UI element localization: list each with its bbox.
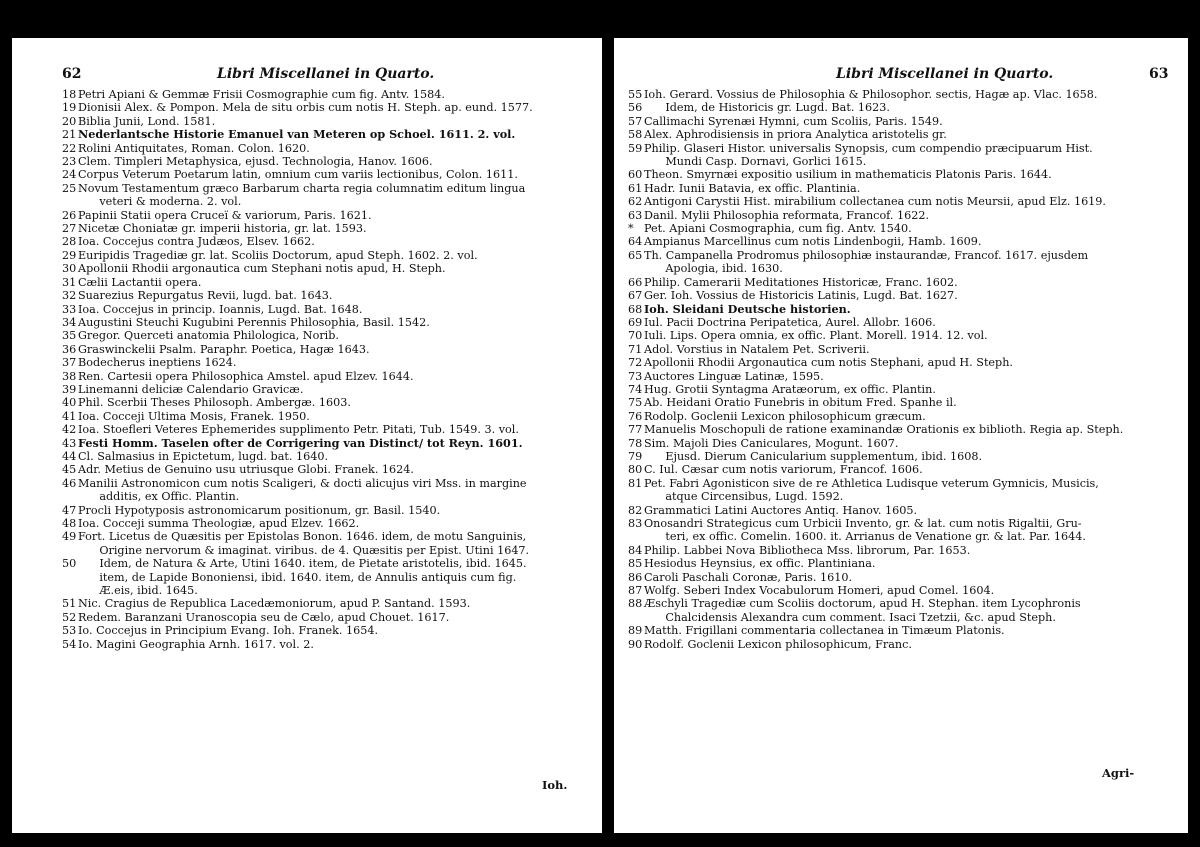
entry-text: Hadr. Iunii Batavia, ex offic. Plantinia. xyxy=(644,181,861,195)
catalog-entry xyxy=(62,128,598,141)
catalog-entry xyxy=(628,303,1182,316)
entry-text: Euripidis Tragediæ gr. lat. Scoliis Doctorum, apud Steph. 1602. 2. vol. xyxy=(78,248,478,262)
entry-number: 46 xyxy=(62,476,77,490)
catalog-entry xyxy=(62,530,598,543)
entry-text: Ioa. Cocceji summa Theologiæ, apud Elzev. 1662. xyxy=(78,517,360,530)
entry-text: Philip. Camerarii Meditationes Historicæ, Franc. 1602. xyxy=(644,275,958,289)
page-number: 62 xyxy=(62,66,82,82)
entry-number: 74 xyxy=(628,382,643,396)
catalog-entry xyxy=(628,329,1182,342)
entry-number: 52 xyxy=(62,610,77,624)
entry-number: 58 xyxy=(628,128,643,142)
entry-text: Linemanni deliciæ Calendario Gravicæ. xyxy=(78,382,304,396)
catalog-entry xyxy=(628,195,1182,208)
entry-text: Manilii Astronomicon cum notis Scaligeri, & docti alicujus viri Mss. in margine xyxy=(78,476,527,490)
page-header: Libri Miscellanei in Quarto. xyxy=(836,66,1054,82)
catalog-entry xyxy=(62,571,598,584)
entry-text: Ioa. Coccejus contra Judæos, Elsev. 1662. xyxy=(78,235,315,249)
entry-text: teri, ex offic. Comelin. 1600. it. Arrianus de Venatione gr. & lat. Par. 1644. xyxy=(644,530,1086,544)
entry-number: 89 xyxy=(628,624,643,638)
catalog-entry xyxy=(62,262,598,275)
catalog-entry xyxy=(62,597,598,610)
catalog-entry xyxy=(62,423,598,436)
catalog-entry xyxy=(628,383,1182,396)
entry-text: Fort. Licetus de Quæsitis per Epistolas Bonon. 1646. idem, de motu Sanguinis, xyxy=(78,530,527,544)
catalog-entry xyxy=(62,611,598,624)
catalog-entry xyxy=(62,182,598,195)
entry-text: Matth. Frigillani commentaria collectanea in Timæum Platonis. xyxy=(644,624,1005,638)
catalog-entry xyxy=(628,209,1182,222)
entry-number: 36 xyxy=(62,342,77,356)
entry-text: Ioh. Gerard. Vossius de Philosophia & Philosophor. sectis, Hagæ ap. Vlac. 1658. xyxy=(644,88,1098,101)
entry-text: Æschyli Tragediæ cum Scoliis doctorum, apud H. Stephan. item Lycophronis xyxy=(644,597,1081,611)
catalog-entry xyxy=(62,235,598,248)
entry-number: 29 xyxy=(62,248,77,262)
catalog-entry xyxy=(628,450,1182,463)
entry-text: Papinii Statii opera Cruceï & variorum, Paris. 1621. xyxy=(78,208,372,222)
left-page xyxy=(12,38,602,833)
entry-text: Petri Apiani & Gemmæ Frisii Cosmographie cum fig. Antv. 1584. xyxy=(78,88,445,101)
entry-number: 53 xyxy=(62,624,77,638)
entry-number: 78 xyxy=(628,436,643,450)
entry-number: 26 xyxy=(62,208,77,222)
entry-number: 49 xyxy=(62,530,77,544)
entry-text: Chalcidensis Alexandra cum comment. Isaci Tzetzii, &c. apud Steph. xyxy=(644,610,1056,624)
entry-number xyxy=(62,490,78,503)
entry-text: additis, ex Offic. Plantin. xyxy=(78,490,240,504)
catalog-entry xyxy=(628,168,1182,181)
catalog-entry xyxy=(62,209,598,222)
entry-text: Philip. Labbei Nova Bibliotheca Mss. librorum, Par. 1653. xyxy=(644,543,971,557)
entry-number: 85 xyxy=(628,557,643,571)
catalog-entry xyxy=(628,289,1182,302)
entry-number: 83 xyxy=(628,517,643,530)
entry-number xyxy=(628,262,644,275)
catalog-entry xyxy=(62,142,598,155)
catalog-entry xyxy=(628,356,1182,369)
catalog-entry xyxy=(628,611,1182,624)
entry-text: Danil. Mylii Philosophia reformata, Francof. 1622. xyxy=(644,208,930,222)
entry-text: Ab. Heidani Oratio Funebris in obitum Fred. Spanhe il. xyxy=(644,396,957,410)
entry-text: Adr. Metius de Genuino usu utriusque Globi. Franek. 1624. xyxy=(78,463,414,477)
entry-number: 45 xyxy=(62,463,77,477)
entry-text: Manuelis Moschopuli de ratione examinandæ Orationis ex biblioth. Regia ap. Steph. xyxy=(644,423,1124,437)
catalog-entry xyxy=(62,383,598,396)
entry-number xyxy=(62,571,78,584)
catalog-entry xyxy=(628,128,1182,141)
page-number: 63 xyxy=(1149,66,1169,82)
entry-text: item, de Lapide Bononiensi, ibid. 1640. item, de Annulis antiquis cum fig. xyxy=(78,570,517,584)
entry-number: 75 xyxy=(628,396,643,410)
catalog-entry xyxy=(628,557,1182,570)
entry-number: 18 xyxy=(62,88,77,101)
entry-number: 77 xyxy=(628,423,643,437)
entry-number: 76 xyxy=(628,409,643,423)
entry-text: Dionisii Alex. & Pompon. Mela de situ orbis cum notis H. Steph. ap. eund. 1577. xyxy=(78,101,533,115)
entry-text: Apologia, ibid. 1630. xyxy=(644,262,783,276)
entry-number: 21 xyxy=(62,128,77,142)
entry-number: 54 xyxy=(62,637,77,651)
entry-number: 32 xyxy=(62,289,77,303)
catalog-entry xyxy=(628,115,1182,128)
catalog-entry xyxy=(628,423,1182,436)
entry-text: Biblia Junii, Lond. 1581. xyxy=(78,114,216,128)
catchword: Ioh. xyxy=(542,778,568,792)
entry-number: 87 xyxy=(628,584,643,598)
catalog-entry xyxy=(628,477,1182,490)
entry-number: 80 xyxy=(628,463,643,477)
catalog-entry xyxy=(628,316,1182,329)
entry-number: 59 xyxy=(628,141,643,155)
catalog-entry xyxy=(62,557,598,570)
entry-number: 27 xyxy=(62,222,77,236)
catalog-entry xyxy=(628,584,1182,597)
entry-text: Graswinckelii Psalm. Paraphr. Poetica, Hagæ 1643. xyxy=(78,342,370,356)
entry-text: Nederlantsche Historie Emanuel van Meteren op Schoel. 1611. 2. vol. xyxy=(78,127,516,142)
entry-number: 63 xyxy=(628,208,643,222)
entry-number: 62 xyxy=(628,195,643,209)
catalog-entry xyxy=(62,289,598,302)
catalog-entry xyxy=(628,235,1182,248)
catalog-entry xyxy=(62,316,598,329)
catalog-entry xyxy=(628,490,1182,503)
entry-number xyxy=(62,584,78,597)
entry-number: 82 xyxy=(628,503,643,517)
catalog-entry xyxy=(62,115,598,128)
catalog-entry xyxy=(628,88,1182,101)
entry-text: Adol. Vorstius in Natalem Pet. Scriverii. xyxy=(644,342,870,356)
catalog-entry xyxy=(62,249,598,262)
entry-number: 72 xyxy=(628,356,643,370)
entry-text: Phil. Scerbii Theses Philosoph. Ambergæ. 1603. xyxy=(78,396,351,410)
entry-text: Pet. Apiani Cosmographia, cum fig. Antv. 1540. xyxy=(644,222,912,236)
entry-text: Ejusd. Dierum Canicularium supplementum, ibid. 1608. xyxy=(644,449,983,463)
entry-text: Onosandri Strategicus cum Urbicii Invento, gr. & lat. cum notis Rigaltii, Gru- xyxy=(644,517,1082,530)
entry-text: Sim. Majoli Dies Caniculares, Mogunt. 1607. xyxy=(644,436,899,450)
entry-text: Procli Hypotyposis astronomicarum positionum, gr. Basil. 1540. xyxy=(78,503,441,517)
entry-text: Corpus Veterum Poetarum latin, omnium cum variis lectionibus, Colon. 1611. xyxy=(78,168,518,182)
entry-text: Idem, de Natura & Arte, Utini 1640. item, de Pietate aristotelis, ibid. 1645. xyxy=(78,557,527,571)
entry-text: Rolini Antiquitates, Roman. Colon. 1620. xyxy=(78,141,310,155)
entry-number: 42 xyxy=(62,423,77,437)
entry-number: 68 xyxy=(628,302,643,316)
entry-number: 43 xyxy=(62,436,77,450)
entry-text: Redem. Baranzani Uranoscopia seu de Cælo, apud Chouet. 1617. xyxy=(78,610,450,624)
catalog-entry xyxy=(62,477,598,490)
entry-number: 65 xyxy=(628,248,643,262)
entry-text: Augustini Steuchi Kugubini Perennis Philosophia, Basil. 1542. xyxy=(78,315,430,329)
entry-number: 28 xyxy=(62,235,77,249)
catalog-entry xyxy=(628,343,1182,356)
entry-text: Wolfg. Seberi Index Vocabulorum Homeri, apud Comel. 1604. xyxy=(644,584,995,598)
entry-number: 57 xyxy=(628,114,643,128)
entry-text: Ampianus Marcellinus cum notis Lindenbogii, Hamb. 1609. xyxy=(644,235,982,249)
entry-number: 47 xyxy=(62,503,77,517)
entry-text: Rodolp. Goclenii Lexicon philosophicum græcum. xyxy=(644,409,926,423)
entry-number: 81 xyxy=(628,476,643,490)
entry-text: C. Iul. Cæsar cum notis variorum, Francof. 1606. xyxy=(644,463,923,477)
entry-number: 60 xyxy=(628,168,643,182)
catalog-entry xyxy=(628,262,1182,275)
catalog-entry xyxy=(628,463,1182,476)
entry-number xyxy=(628,611,644,624)
catalog-entry xyxy=(62,155,598,168)
entry-number: 86 xyxy=(628,570,643,584)
entry-number: 67 xyxy=(628,289,643,303)
catalog-entry xyxy=(628,437,1182,450)
catalog-entry xyxy=(62,517,598,530)
catchword: Agri- xyxy=(1102,766,1135,780)
entry-text: Nic. Cragius de Republica Lacedæmoniorum, apud P. Santand. 1593. xyxy=(78,597,471,611)
entry-text: Ren. Cartesii opera Philosophica Amstel. apud Elzev. 1644. xyxy=(78,369,414,383)
entry-text: Grammatici Latini Auctores Antiq. Hanov. 1605. xyxy=(644,503,918,517)
catalog-entry xyxy=(628,544,1182,557)
entry-number: 39 xyxy=(62,382,77,396)
entry-number xyxy=(62,544,78,557)
entry-number: 66 xyxy=(628,275,643,289)
catalog-entry xyxy=(62,450,598,463)
entry-text: Ioh. Sleidani Deutsche historien. xyxy=(644,301,851,316)
entry-number: 55 xyxy=(628,88,643,101)
entry-text: Io. Coccejus in Principium Evang. Ioh. Franek. 1654. xyxy=(78,624,379,638)
entry-number: 35 xyxy=(62,329,77,343)
entry-text: Cl. Salmasius in Epictetum, lugd. bat. 1640. xyxy=(78,449,328,463)
catalog-entry xyxy=(62,396,598,409)
catalog-entry xyxy=(62,463,598,476)
entry-text: Æ.eis, ibid. 1645. xyxy=(78,584,198,598)
catalog-entry xyxy=(62,584,598,597)
entry-number: 84 xyxy=(628,543,643,557)
entry-number: 69 xyxy=(628,315,643,329)
catalog-entry xyxy=(62,329,598,342)
entry-number: 38 xyxy=(62,369,77,383)
catalog-entry xyxy=(62,276,598,289)
entry-number: 33 xyxy=(62,302,77,316)
right-page xyxy=(614,38,1188,833)
catalog-entry xyxy=(62,638,598,651)
catalog-entry xyxy=(62,544,598,557)
entry-text: Gregor. Querceti anatomia Philologica, Norib. xyxy=(78,329,339,343)
entry-number: 56 xyxy=(628,101,643,115)
entry-text: Idem, de Historicis gr. Lugd. Bat. 1623. xyxy=(644,101,890,115)
catalog-entry xyxy=(62,504,598,517)
entry-number xyxy=(628,155,644,168)
entry-number: 30 xyxy=(62,262,77,276)
entry-text: veteri & moderna. 2. vol. xyxy=(78,195,242,209)
entry-text: Auctores Linguæ Latinæ, 1595. xyxy=(644,369,824,383)
entry-text: Origine nervorum & imaginat. viribus. de 4. Quæsitis per Epist. Utini 1647. xyxy=(78,543,530,557)
catalog-entry xyxy=(62,356,598,369)
catalog-entry xyxy=(628,249,1182,262)
catalog-entry xyxy=(628,504,1182,517)
entry-text: Cælii Lactantii opera. xyxy=(78,275,202,289)
entry-number: 64 xyxy=(628,235,643,249)
catalog-entry xyxy=(628,530,1182,543)
entry-text: Novum Testamentum græco Barbarum charta regia columnatim editum lingua xyxy=(78,181,526,195)
entry-number: 90 xyxy=(628,637,643,651)
entry-text: Hug. Grotii Syntagma Aratæorum, ex offic. Plantin. xyxy=(644,382,936,396)
catalog-entry xyxy=(62,101,598,114)
entry-number: 20 xyxy=(62,114,77,128)
entry-text: Bodecherus ineptiens 1624. xyxy=(78,356,237,370)
entry-text: Iul. Pacii Doctrina Peripatetica, Aurel. Allobr. 1606. xyxy=(644,315,936,329)
entry-number: 70 xyxy=(628,329,643,343)
catalog-entry xyxy=(62,410,598,423)
entry-text: Nicetæ Choniatæ gr. imperii historia, gr. lat. 1593. xyxy=(78,222,367,236)
entry-number: * xyxy=(628,222,634,236)
catalog-entry xyxy=(628,222,1182,235)
entry-text: Rodolf. Goclenii Lexicon philosophicum, Franc. xyxy=(644,637,912,651)
entry-number: 88 xyxy=(628,597,643,611)
entry-number: 37 xyxy=(62,356,77,370)
entry-text: Suarezius Repurgatus Revii, lugd. bat. 1643. xyxy=(78,289,333,303)
entry-number: 73 xyxy=(628,369,643,383)
entry-text: Theon. Smyrnæi expositio usilium in mathematicis Platonis Paris. 1644. xyxy=(644,168,1052,182)
entry-text: Apollonii Rhodii argonautica cum Stephani notis apud, H. Steph. xyxy=(78,262,446,276)
entry-text: Ger. Ioh. Vossius de Historicis Latinis, Lugd. Bat. 1627. xyxy=(644,289,958,303)
catalog-entry xyxy=(628,410,1182,423)
entry-text: Mundi Casp. Dornavi, Gorlici 1615. xyxy=(644,155,867,169)
catalog-entry xyxy=(628,638,1182,651)
entry-text: Philip. Glaseri Histor. universalis Synopsis, cum compendio præcipuarum Hist. xyxy=(644,141,1093,155)
catalog-entry xyxy=(62,343,598,356)
entry-number xyxy=(628,530,644,543)
entry-number: 41 xyxy=(62,409,77,423)
catalog-entry xyxy=(62,624,598,637)
entry-text: Ioa. Stoefleri Veteres Ephemerides supplimento Petr. Pitati, Tub. 1549. 3. vol. xyxy=(78,423,519,437)
catalog-entry xyxy=(62,222,598,235)
catalog-entry xyxy=(62,437,598,450)
catalog-entry xyxy=(628,396,1182,409)
entry-text: Clem. Timpleri Metaphysica, ejusd. Technologia, Hanov. 1606. xyxy=(78,155,433,169)
catalog-entry xyxy=(628,142,1182,155)
entry-number: 51 xyxy=(62,597,77,611)
page-header: Libri Miscellanei in Quarto. xyxy=(217,66,435,82)
catalog-entry xyxy=(62,370,598,383)
catalog-entry xyxy=(628,182,1182,195)
entry-number xyxy=(628,490,644,503)
catalog-list xyxy=(62,88,598,651)
entry-text: Ioa. Coccejus in princip. Ioannis, Lugd. Bat. 1648. xyxy=(78,302,363,316)
entry-number: 79 xyxy=(628,449,643,463)
entry-number: 71 xyxy=(628,342,643,356)
entry-text: Antigoni Carystii Hist. mirabilium collectanea cum notis Meursii, apud Elz. 1619. xyxy=(644,195,1106,209)
entry-number: 23 xyxy=(62,155,77,169)
entry-text: Iuli. Lips. Opera omnia, ex offic. Plant. Morell. 1914. 12. vol. xyxy=(644,329,988,343)
entry-number xyxy=(62,195,78,208)
catalog-entry xyxy=(628,370,1182,383)
entry-number: 24 xyxy=(62,168,77,182)
catalog-entry xyxy=(62,303,598,316)
catalog-entry xyxy=(628,155,1182,168)
catalog-entry xyxy=(62,490,598,503)
entry-text: Th. Campanella Prodromus philosophiæ instaurandæ, Francof. 1617. ejusdem xyxy=(644,248,1089,262)
catalog-entry xyxy=(628,517,1182,530)
catalog-entry xyxy=(628,597,1182,610)
catalog-entry xyxy=(62,195,598,208)
entry-number: 34 xyxy=(62,315,77,329)
entry-text: Hesiodus Heynsius, ex offic. Plantiniana. xyxy=(644,557,876,571)
entry-number: 22 xyxy=(62,141,77,155)
catalog-entry xyxy=(628,571,1182,584)
book-gutter xyxy=(602,20,614,847)
entry-text: Alex. Aphrodisiensis in priora Analytica aristotelis gr. xyxy=(644,128,947,142)
entry-number: 61 xyxy=(628,181,643,195)
entry-text: Apollonii Rhodii Argonautica cum notis Stephani, apud H. Steph. xyxy=(644,356,1013,370)
entry-text: Callimachi Syrenæi Hymni, cum Scoliis, Paris. 1549. xyxy=(644,114,943,128)
catalog-entry xyxy=(62,88,598,101)
catalog-entry xyxy=(628,276,1182,289)
catalog-entry xyxy=(628,101,1182,114)
entry-number: 19 xyxy=(62,101,77,115)
catalog-list xyxy=(628,88,1182,651)
entry-number: 40 xyxy=(62,396,77,410)
entry-text: Pet. Fabri Agonisticon sive de re Athletica Ludisque veterum Gymnicis, Musicis, xyxy=(644,476,1099,490)
entry-number: 44 xyxy=(62,449,77,463)
entry-text: Ioa. Cocceji Ultima Mosis, Franek. 1950. xyxy=(78,409,310,423)
catalog-entry xyxy=(628,624,1182,637)
entry-number: 25 xyxy=(62,181,77,195)
catalog-entry xyxy=(62,168,598,181)
entry-text: Festi Homm. Taselen ofter de Corrigering van Distinct/ tot Reyn. 1601. xyxy=(78,435,523,450)
entry-number: 50 xyxy=(62,557,77,571)
entry-number: 48 xyxy=(62,517,77,530)
entry-text: Io. Magini Geographia Arnh. 1617. vol. 2. xyxy=(78,637,314,651)
entry-number: 31 xyxy=(62,275,77,289)
entry-text: Caroli Paschali Coronæ, Paris. 1610. xyxy=(644,570,853,584)
entry-text: atque Circensibus, Lugd. 1592. xyxy=(644,490,844,504)
